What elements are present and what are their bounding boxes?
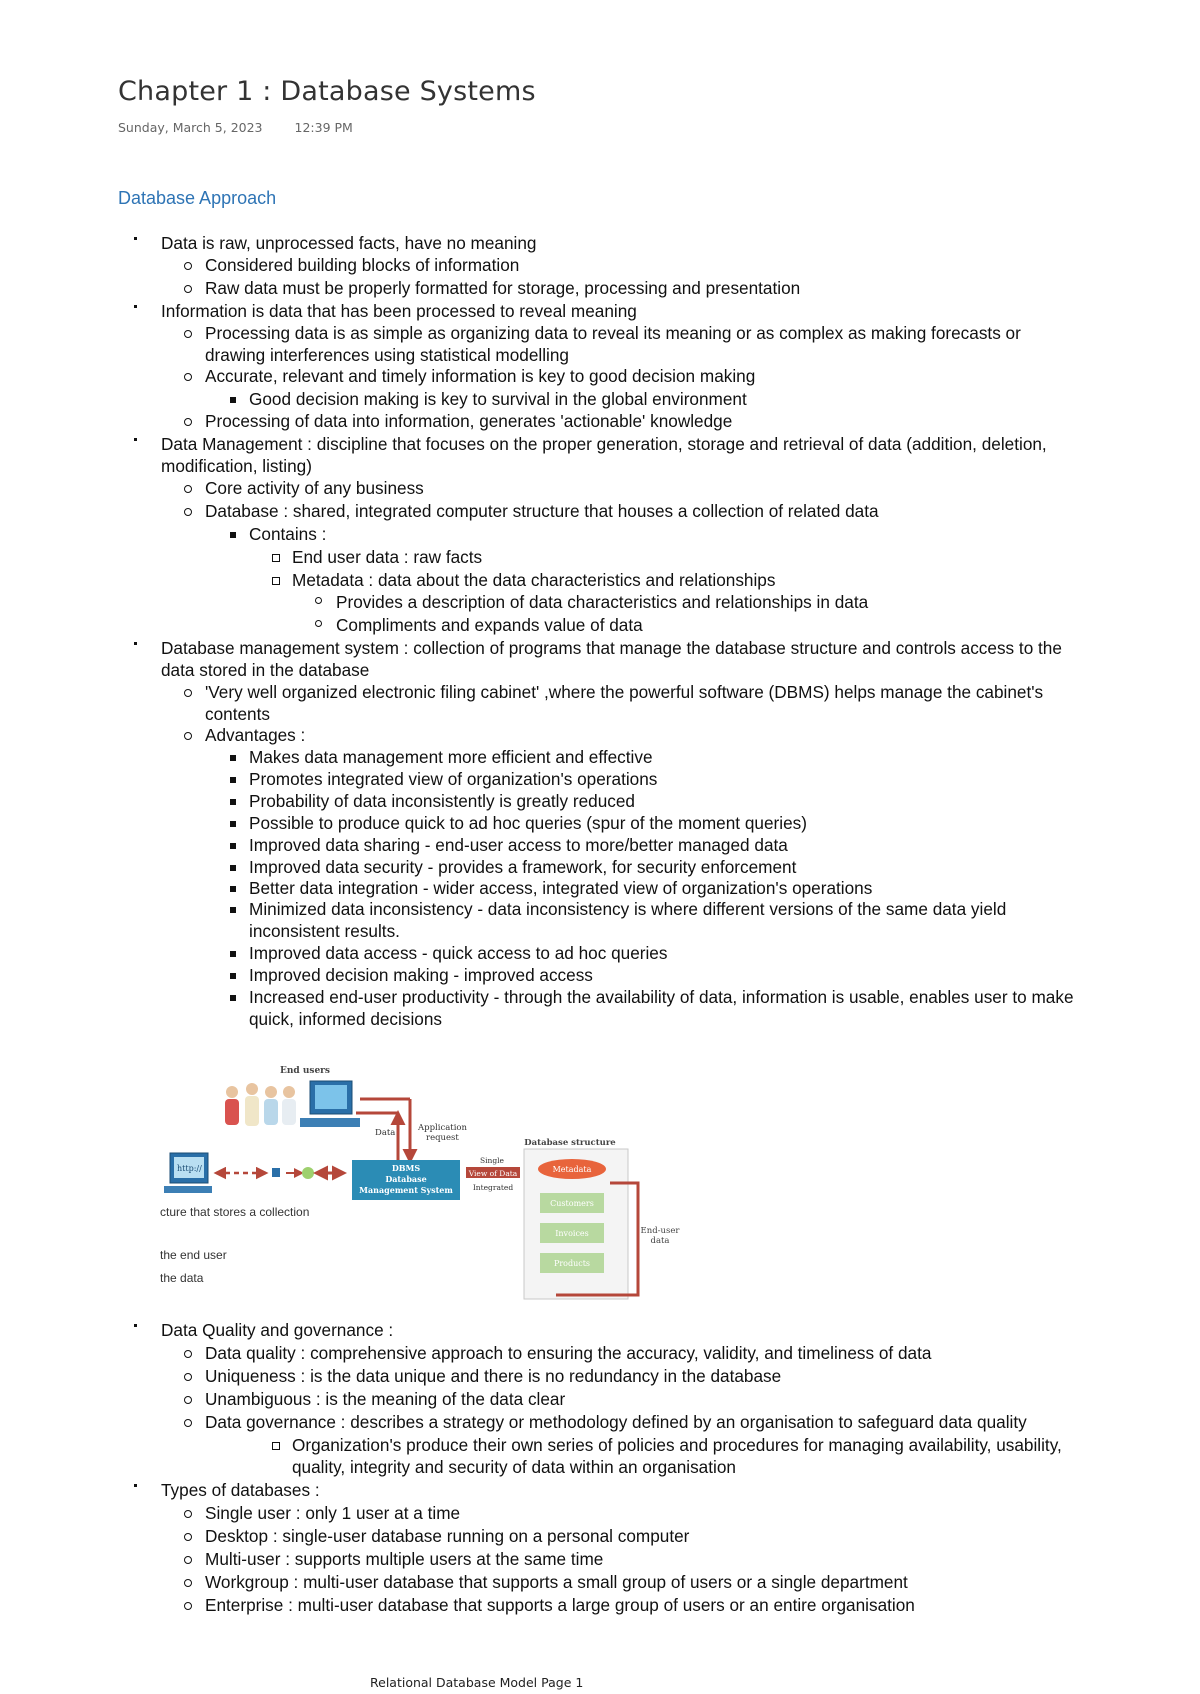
http-label: http:// [177, 1164, 202, 1173]
bullet-square-icon [229, 835, 243, 856]
enduser-data-label-2: data [650, 1236, 670, 1246]
list-item-text: Enterprise : multi-user database that supports a large group of users or an entire organisation [205, 1595, 915, 1615]
bullet-square-icon [229, 769, 243, 790]
bullet-circle-icon [184, 1366, 198, 1387]
list-item-text: Processing data is as simple as organizing data to reveal its meaning or as complex as making forecasts or [205, 323, 1021, 343]
bullet-circle-icon [184, 1572, 198, 1593]
list-item-text: Increased end-user productivity - through the availability of data, information is usable, enables user to make [249, 987, 1074, 1007]
clipped-text-3: the data [160, 1271, 204, 1285]
app-request-label-1: Application [418, 1123, 468, 1133]
bullet-square-icon [229, 857, 243, 878]
bullet-star-icon [130, 233, 144, 254]
integrated-label: Integrated [472, 1183, 514, 1192]
bullet-square-icon [229, 899, 243, 920]
list-item-text: Core activity of any business [205, 478, 424, 498]
bullet-circle-icon [184, 1343, 198, 1364]
dbms-label-1: DBMS [391, 1163, 421, 1173]
list-item-text: Minimized data inconsistency - data inconsistency is where different versions of the same data yield [249, 899, 1007, 919]
list-item-text: Better data integration - wider access, integrated view of organization's operations [249, 878, 873, 898]
list-item-text: Workgroup : multi-user database that supports a small group of users or a single department [205, 1572, 908, 1592]
data-arrow-label: Data [375, 1128, 396, 1138]
list-item-text: Considered building blocks of information [205, 255, 520, 275]
clipped-text-1: cture that stores a collection [160, 1205, 310, 1219]
dbms-label-3: Management System [359, 1185, 453, 1195]
list-item-text: quality, integrity and security of data within an organisation [292, 1457, 736, 1477]
view-of-data-label: View of Data [468, 1169, 518, 1178]
enduser-data-label-1: End-user [640, 1226, 680, 1236]
list-item-text: drawing interferences using statistical modelling [205, 345, 569, 365]
bullet-small-circle-icon [313, 615, 327, 636]
bullet-square-icon [229, 791, 243, 812]
bullet-circle-icon [184, 1526, 198, 1547]
bullet-circle-icon [184, 323, 198, 344]
list-item-text: Improved data access - quick access to ad hoc queries [249, 943, 668, 963]
bullet-square-icon [229, 389, 243, 410]
section-heading: Database Approach [118, 188, 277, 208]
list-item-text: Advantages : [205, 725, 306, 745]
bullet-square-icon [229, 747, 243, 768]
desktop-computer-icon [300, 1081, 360, 1127]
page-footer: Relational Database Model Page 1 [370, 1675, 584, 1690]
list-item-text: quick, informed decisions [249, 1009, 442, 1029]
end-users-icon [225, 1083, 296, 1126]
bullet-hollow-square-icon [272, 570, 286, 591]
list-item-text: Data Quality and governance : [161, 1320, 394, 1340]
end-users-label: End users [280, 1066, 330, 1076]
bullet-square-icon [229, 813, 243, 834]
bullet-circle-icon [184, 366, 198, 387]
list-item-text: data stored in the database [161, 660, 370, 680]
list-item-text: contents [205, 704, 270, 724]
list-item-text: Unambiguous : is the meaning of the data clear [205, 1389, 566, 1409]
list-item-text: modification, listing) [161, 456, 312, 476]
bullet-circle-icon [184, 278, 198, 299]
bullet-star-icon [130, 1480, 144, 1501]
page-title: Chapter 1 : Database Systems [118, 76, 536, 107]
bullet-hollow-square-icon [272, 547, 286, 568]
list-item-text: Compliments and expands value of data [336, 615, 643, 635]
list-item-text: Database management system : collection of programs that manage the database structure and controls access to the [161, 638, 1062, 658]
list-item-text: Contains : [249, 524, 327, 544]
list-item-text: Probability of data inconsistently is greatly reduced [249, 791, 635, 811]
customers-label: Customers [550, 1199, 594, 1208]
list-item-text: Processing of data into information, generates 'actionable' knowledge [205, 411, 733, 431]
bullet-small-circle-icon [313, 592, 327, 613]
list-item-text: Multi-user : supports multiple users at the same time [205, 1549, 604, 1569]
list-item-text: Data is raw, unprocessed facts, have no meaning [161, 233, 537, 253]
list-item-text: Improved data sharing - end-user access to more/better managed data [249, 835, 788, 855]
bullet-circle-icon [184, 1412, 198, 1433]
list-item-text: Improved decision making - improved access [249, 965, 593, 985]
bullet-circle-icon [184, 411, 198, 432]
list-item-text: Raw data must be properly formatted for storage, processing and presentation [205, 278, 801, 298]
bullet-square-icon [229, 524, 243, 545]
list-item-text: 'Very well organized electronic filing cabinet' ,where the powerful software (DBMS) helps manage the cabinet's [205, 682, 1044, 702]
page-time: 12:39 PM [294, 120, 353, 135]
list-item-text: inconsistent results. [249, 921, 400, 941]
list-item-text: Good decision making is key to survival in the global environment [249, 389, 747, 409]
bullet-star-icon [130, 1320, 144, 1341]
metadata-label: Metadata [552, 1165, 592, 1174]
page-meta [118, 120, 353, 135]
bullet-circle-icon [184, 1503, 198, 1524]
single-label: Single [479, 1156, 505, 1165]
list-item-text: Desktop : single-user database running on a personal computer [205, 1526, 690, 1546]
list-item-text: Promotes integrated view of organization's operations [249, 769, 658, 789]
bullet-square-icon [229, 878, 243, 899]
bullet-hollow-square-icon [272, 1435, 286, 1456]
list-item-text: Data governance : describes a strategy or methodology defined by an organisation to safeguard data quality [205, 1412, 1027, 1432]
page-date: Sunday, March 5, 2023 [118, 120, 263, 135]
bullet-circle-icon [184, 682, 198, 703]
list-item-text: Improved data security - provides a framework, for security enforcement [249, 857, 797, 877]
bullet-star-icon [130, 301, 144, 322]
bullet-circle-icon [184, 1389, 198, 1410]
list-item-text: Provides a description of data characteristics and relationships in data [336, 592, 869, 612]
bullet-circle-icon [184, 478, 198, 499]
list-item-text: Organization's produce their own series of policies and procedures for managing availability, usability, [292, 1435, 1062, 1455]
list-item-text: Single user : only 1 user at a time [205, 1503, 461, 1523]
bullet-square-icon [229, 987, 243, 1008]
dbms-label-2: Database [385, 1174, 427, 1184]
bullet-circle-icon [184, 255, 198, 276]
dbms-diagram [160, 1063, 760, 1308]
bullet-star-icon [130, 434, 144, 455]
list-item-text: Types of databases : [161, 1480, 320, 1500]
list-item-text: Metadata : data about the data characteristics and relationships [292, 570, 776, 590]
bullet-circle-icon [184, 1595, 198, 1616]
list-item-text: Database : shared, integrated computer structure that houses a collection of related data [205, 501, 879, 521]
bullet-square-icon [229, 965, 243, 986]
list-item-text: Data Management : discipline that focuses on the proper generation, storage and retrieval of data (addition, deletion, [161, 434, 1047, 454]
app-request-label-2: request [426, 1133, 459, 1143]
list-item-text: End user data : raw facts [292, 547, 483, 567]
list-item-text: Accurate, relevant and timely information is key to good decision making [205, 366, 756, 386]
network-hub-icon [302, 1167, 314, 1179]
list-item-text: Makes data management more efficient and effective [249, 747, 653, 767]
web-computer-icon [164, 1153, 212, 1193]
clipped-text-2: the end user [160, 1248, 227, 1262]
bullet-circle-icon [184, 501, 198, 522]
database-structure-label: Database structure [524, 1138, 616, 1148]
invoices-label: Invoices [555, 1229, 589, 1238]
network-node-icon [272, 1168, 280, 1177]
list-item-text: Information is data that has been processed to reveal meaning [161, 301, 637, 321]
bullet-circle-icon [184, 725, 198, 746]
list-item-text: Possible to produce quick to ad hoc queries (spur of the moment queries) [249, 813, 807, 833]
list-item-text: Uniqueness : is the data unique and there is no redundancy in the database [205, 1366, 782, 1386]
products-label: Products [553, 1259, 591, 1268]
bullet-circle-icon [184, 1549, 198, 1570]
bullet-star-icon [130, 638, 144, 659]
bullet-square-icon [229, 943, 243, 964]
list-item-text: Data quality : comprehensive approach to ensuring the accuracy, validity, and timeliness of data [205, 1343, 932, 1363]
